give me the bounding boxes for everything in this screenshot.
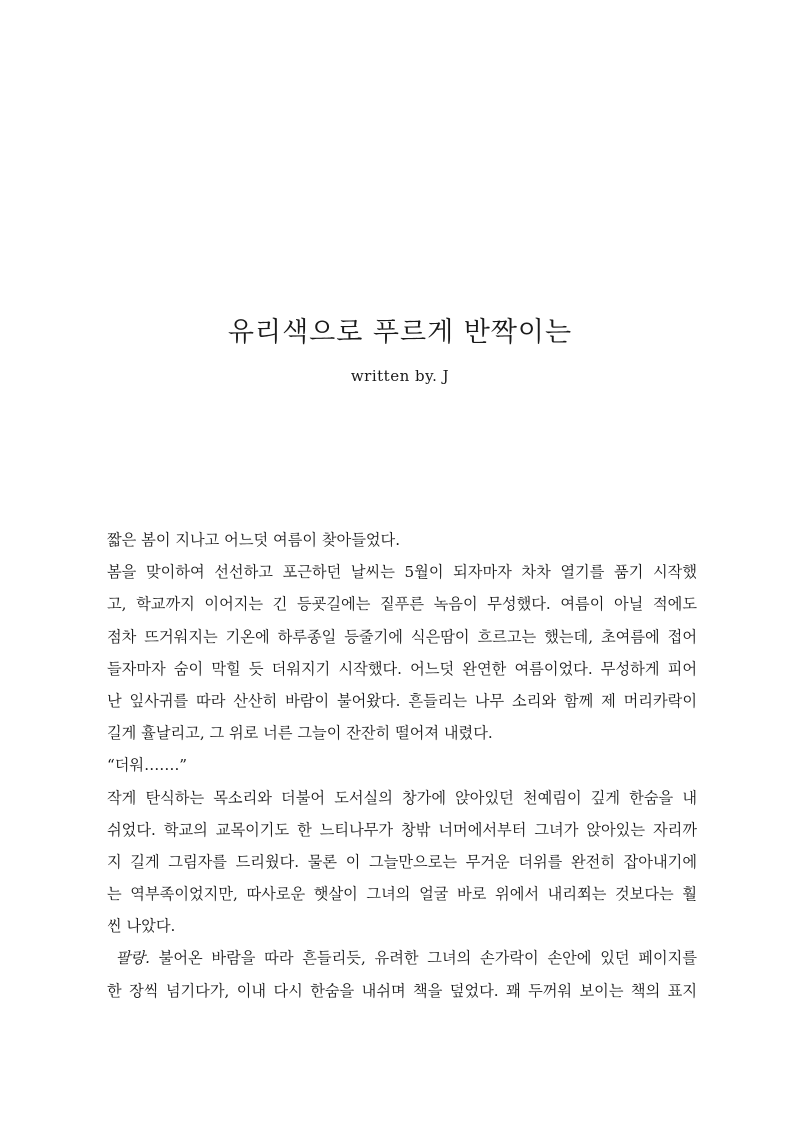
dialogue-line: “더워…….” [107,756,188,775]
story-title: 유리색으로 푸르게 반짝이는 [227,317,573,348]
paragraph-line-with-sound [107,942,697,974]
paragraph-line: 씬 나았다. [107,917,176,936]
paragraph-line: 봄을 맞이하여 선선하고 포근하던 날씨는 5월이 되자마자 차차 열기를 품기 시작했 [107,563,697,582]
paragraph-line: 쉬었다. 학교의 교목이기도 한 느티나무가 창밖 너머에서부터 그녀가 앉아있는 자리까 [107,820,697,839]
story-body [107,524,697,1007]
paragraph-line: 짧은 봄이 지나고 어느덧 여름이 찾아들었다. [107,531,401,549]
author-byline: written by. J [350,367,450,385]
paragraph-line: 들자마자 숨이 막힐 듯 더워지기 시작했다. 어느덧 완연한 여름이었다. 무성하게 피어 [107,659,697,678]
paragraph-line: 는 역부족이었지만, 따사로운 햇살이 그녀의 얼굴 바로 위에서 내리쬐는 것보다는 훨 [107,885,697,904]
onomatopoeia-text: 팔랑. [115,949,150,968]
paragraph-line: 고, 학교까지 이어지는 긴 등굣길에는 짙푸른 녹음이 무성했다. 여름이 아닐 적에도 [107,595,697,614]
paragraph-line: 점차 뜨거워지는 기온에 하루종일 등줄기에 식은땀이 흐르고는 했는데, 초여름에 접어 [107,627,697,646]
paragraph-line-rest: 불어온 바람을 따라 흔들리듯, 유려한 그녀의 손가락이 손안에 있던 페이지를 [149,949,697,968]
paragraph-line: 지 길게 그림자를 드리웠다. 물론 이 그늘만으로는 무거운 더위를 완전히 잡아내기에 [107,852,697,871]
paragraph-line: 난 잎사귀를 따라 산산히 바람이 불어왔다. 흔들리는 나무 소리와 함께 제 머리카락이 [107,691,697,710]
paragraph-line: 작게 탄식하는 목소리와 더불어 도서실의 창가에 앉아있던 천예림이 깊게 한숨을 내 [107,788,697,807]
paragraph-line: 길게 휼날리고, 그 위로 너른 그늘이 잔잔히 떨어져 내렸다. [107,724,493,743]
paragraph-line: 한 장씩 넘기다가, 이내 다시 한숨을 내쉬며 책을 덮었다. 꽤 두꺼워 보이는 책의 표지 [107,981,697,1000]
